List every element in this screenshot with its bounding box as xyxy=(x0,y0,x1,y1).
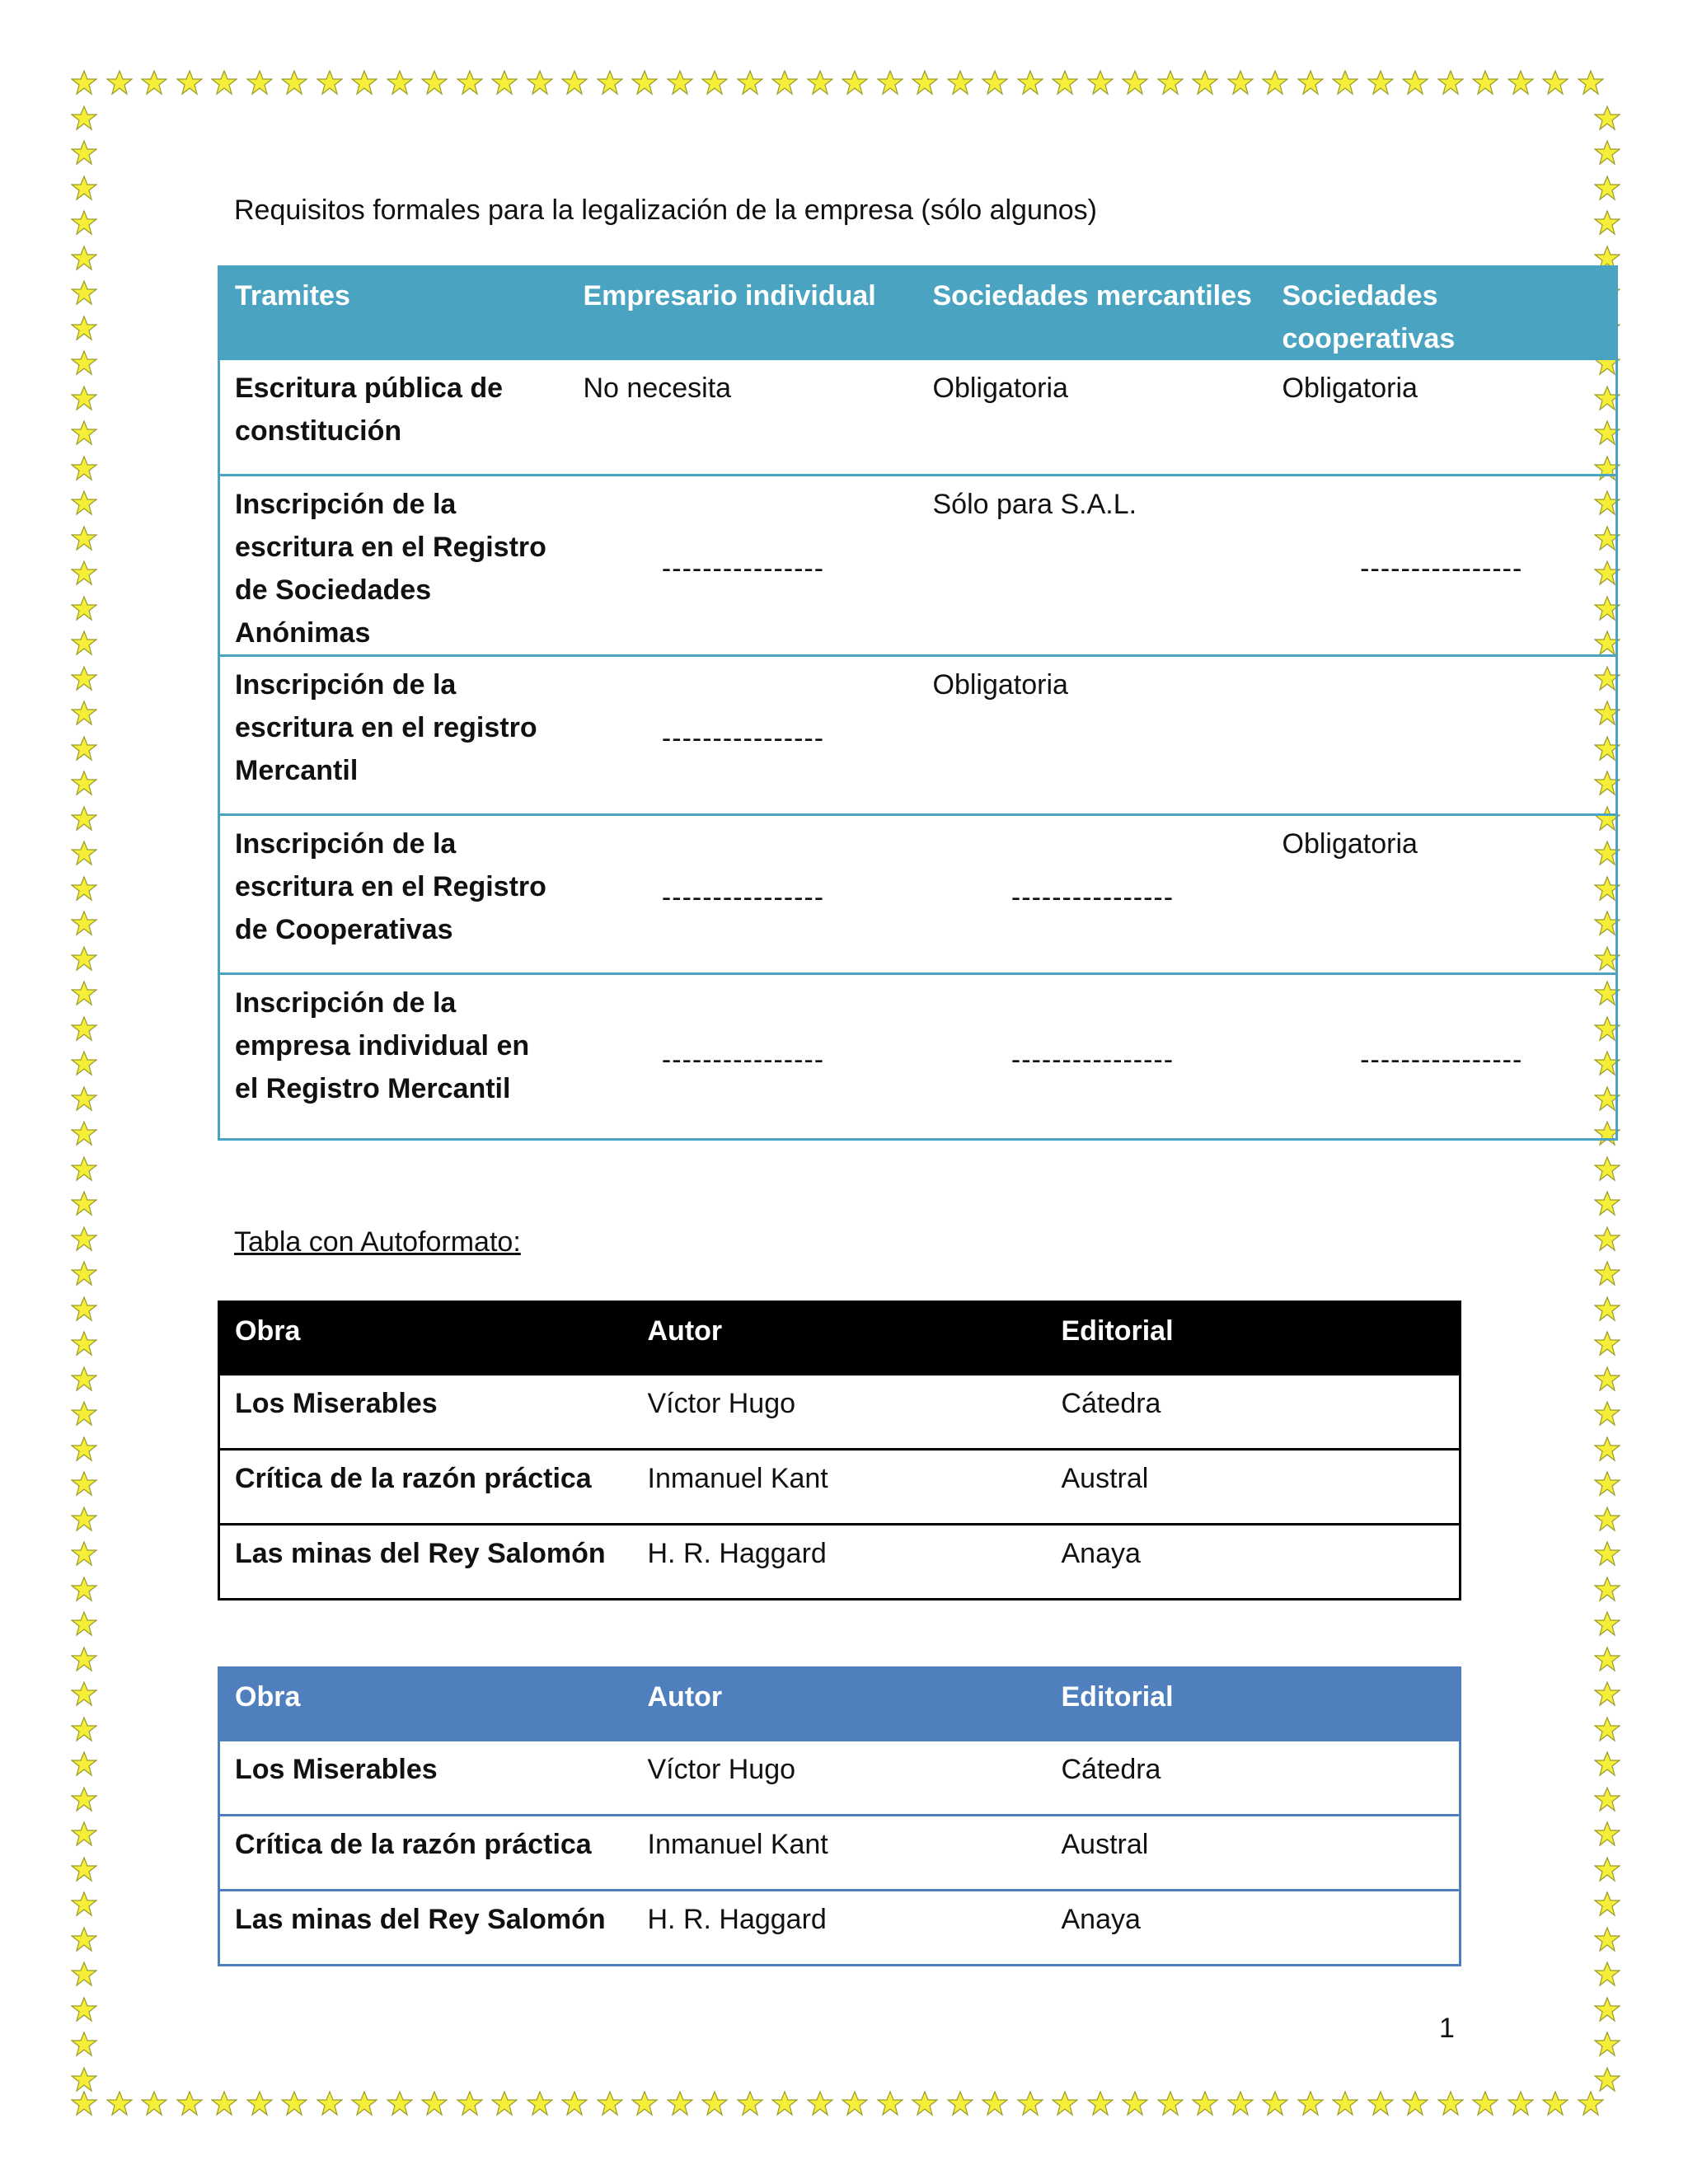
publisher-cell: Anaya xyxy=(1047,1891,1461,1966)
star-icon xyxy=(1578,69,1604,96)
star-icon xyxy=(71,980,97,1006)
table-row xyxy=(219,1816,1461,1891)
star-icon xyxy=(1594,1400,1620,1427)
star-icon xyxy=(1542,2090,1568,2116)
star-icon xyxy=(1594,1961,1620,1987)
star-icon xyxy=(71,1366,97,1392)
star-icon xyxy=(71,139,97,166)
value-cell: No necesita xyxy=(569,360,918,476)
star-icon xyxy=(71,1540,97,1567)
star-icon xyxy=(491,2090,518,2116)
value-cell: ---------------- xyxy=(569,815,918,974)
star-icon xyxy=(71,875,97,902)
value-cell: ---------------- xyxy=(918,815,1268,974)
star-icon xyxy=(71,1260,97,1286)
star-icon xyxy=(1594,1610,1620,1637)
star-icon xyxy=(1594,1436,1620,1462)
star-icon xyxy=(71,1646,97,1672)
procedure-cell: Inscripción de la escritura en el Registro de Sociedades Anónimas xyxy=(219,476,569,656)
publisher-cell: Cátedra xyxy=(1047,1376,1461,1450)
star-icon xyxy=(1262,69,1288,96)
star-icon xyxy=(71,419,97,446)
star-icon xyxy=(246,2090,273,2116)
value-cell: ---------------- xyxy=(918,974,1268,1140)
star-icon xyxy=(71,490,97,516)
star-icon xyxy=(1507,69,1534,96)
star-icon xyxy=(631,69,658,96)
table-row xyxy=(219,476,1617,656)
title-cell: Las minas del Rey Salomón xyxy=(219,1525,633,1600)
star-icon xyxy=(71,1786,97,1812)
star-icon xyxy=(351,69,377,96)
star-icon xyxy=(701,2090,728,2116)
star-icon xyxy=(246,69,273,96)
star-icon xyxy=(71,1680,97,1707)
procedure-cell: Inscripción de la empresa individual en el Registro Mercantil xyxy=(219,974,569,1140)
star-icon xyxy=(877,69,903,96)
star-icon xyxy=(421,2090,448,2116)
star-icon xyxy=(771,2090,798,2116)
star-icon xyxy=(1122,69,1148,96)
star-icon xyxy=(1594,2031,1620,2057)
star-icon xyxy=(631,2090,658,2116)
star-icon xyxy=(1594,1540,1620,1567)
star-icon xyxy=(667,2090,693,2116)
header-cell: Autor xyxy=(633,1302,1047,1376)
star-icon xyxy=(1594,1821,1620,1847)
table-header-row xyxy=(219,267,1617,361)
star-icon xyxy=(1594,1190,1620,1216)
star-icon xyxy=(491,69,518,96)
star-icon xyxy=(71,1856,97,1882)
star-icon xyxy=(1157,69,1184,96)
star-icon xyxy=(316,2090,343,2116)
star-icon xyxy=(1594,1750,1620,1777)
star-icon xyxy=(176,2090,203,2116)
star-icon xyxy=(71,2031,97,2057)
star-icon xyxy=(1594,1155,1620,1182)
table-row xyxy=(219,1741,1461,1816)
star-icon xyxy=(1437,2090,1464,2116)
value-cell: Obligatoria xyxy=(1268,360,1617,476)
star-icon xyxy=(71,1750,97,1777)
header-cell: Editorial xyxy=(1047,1668,1461,1742)
star-icon xyxy=(281,69,307,96)
star-icon xyxy=(71,945,97,972)
star-icon xyxy=(421,69,448,96)
star-icon xyxy=(1594,1786,1620,1812)
star-icon xyxy=(71,665,97,691)
star-icon xyxy=(71,175,97,201)
legal-requirements-table xyxy=(218,265,1618,1141)
table-row xyxy=(219,1525,1461,1600)
procedure-cell: Inscripción de la escritura en el registro Mercantil xyxy=(219,656,569,815)
star-icon xyxy=(1594,1716,1620,1742)
star-icon xyxy=(316,69,343,96)
star-icon xyxy=(1227,69,1254,96)
star-icon xyxy=(71,1470,97,1497)
star-icon xyxy=(1594,1296,1620,1322)
star-icon xyxy=(1594,2066,1620,2093)
star-icon xyxy=(1594,1646,1620,1672)
star-icon xyxy=(947,69,973,96)
value-cell: ---------------- xyxy=(569,974,918,1140)
star-icon xyxy=(457,2090,483,2116)
star-icon xyxy=(106,69,133,96)
header-cell: Sociedades mercantiles xyxy=(918,267,1268,361)
value-cell: ---------------- xyxy=(569,476,918,656)
star-icon xyxy=(71,1155,97,1182)
star-icon xyxy=(71,105,97,131)
star-icon xyxy=(842,69,868,96)
star-icon xyxy=(71,630,97,656)
star-icon xyxy=(1052,69,1078,96)
star-icon xyxy=(71,595,97,621)
star-icon xyxy=(597,2090,623,2116)
star-icon xyxy=(982,69,1008,96)
star-icon xyxy=(1052,2090,1078,2116)
star-icon xyxy=(1017,2090,1043,2116)
star-icon xyxy=(211,69,237,96)
star-icon xyxy=(1542,69,1568,96)
star-icon xyxy=(1192,2090,1218,2116)
table-row xyxy=(219,1891,1461,1966)
table-row xyxy=(219,1450,1461,1525)
star-icon xyxy=(527,69,553,96)
star-icon xyxy=(1594,1926,1620,1952)
star-icon xyxy=(71,1996,97,2022)
table-header-row xyxy=(219,1668,1461,1742)
star-icon xyxy=(1157,2090,1184,2116)
star-icon xyxy=(141,69,167,96)
star-icon xyxy=(1507,2090,1534,2116)
star-icon xyxy=(71,560,97,586)
document-heading: Requisitos formales para la legalización de la empresa (sólo algunos) xyxy=(234,194,1097,226)
star-icon xyxy=(71,1891,97,1917)
value-cell: ---------------- xyxy=(569,656,918,815)
books-table-dark xyxy=(218,1301,1461,1601)
header-cell: Autor xyxy=(633,1668,1047,1742)
autoformat-subheading: Tabla con Autoformato: xyxy=(234,1226,521,1258)
star-icon xyxy=(701,69,728,96)
star-icon xyxy=(842,2090,868,2116)
star-icon xyxy=(71,770,97,796)
star-icon xyxy=(71,1506,97,1532)
star-icon xyxy=(1367,69,1394,96)
star-icon xyxy=(1402,2090,1428,2116)
star-icon xyxy=(281,2090,307,2116)
header-cell: Empresario individual xyxy=(569,267,918,361)
star-icon xyxy=(71,1926,97,1952)
star-icon xyxy=(1594,1891,1620,1917)
star-icon xyxy=(71,1610,97,1637)
star-icon xyxy=(71,910,97,936)
star-icon xyxy=(71,1226,97,1252)
star-icon xyxy=(71,1085,97,1112)
star-icon xyxy=(71,1716,97,1742)
author-cell: Víctor Hugo xyxy=(633,1376,1047,1450)
value-cell: ---------------- xyxy=(1268,476,1617,656)
star-icon xyxy=(561,2090,588,2116)
star-icon xyxy=(1262,2090,1288,2116)
star-icon xyxy=(71,735,97,762)
star-icon xyxy=(71,1190,97,1216)
star-icon xyxy=(947,2090,973,2116)
title-cell: Crítica de la razón práctica xyxy=(219,1816,633,1891)
publisher-cell: Cátedra xyxy=(1047,1741,1461,1816)
star-icon xyxy=(877,2090,903,2116)
star-icon xyxy=(71,840,97,866)
star-icon xyxy=(1594,1576,1620,1602)
publisher-cell: Austral xyxy=(1047,1450,1461,1525)
value-cell: Obligatoria xyxy=(918,656,1268,815)
star-icon xyxy=(71,2090,97,2116)
star-icon xyxy=(771,69,798,96)
star-icon xyxy=(71,1330,97,1357)
author-cell: Víctor Hugo xyxy=(633,1741,1047,1816)
star-icon xyxy=(807,69,833,96)
star-icon xyxy=(982,2090,1008,2116)
table-row xyxy=(219,1376,1461,1450)
star-icon xyxy=(1594,1996,1620,2022)
header-cell: Tramites xyxy=(219,267,569,361)
star-icon xyxy=(1332,69,1358,96)
star-icon xyxy=(1332,2090,1358,2116)
star-icon xyxy=(351,2090,377,2116)
table-row xyxy=(219,974,1617,1140)
star-icon xyxy=(1594,1260,1620,1286)
star-icon xyxy=(387,69,413,96)
star-icon xyxy=(1017,69,1043,96)
star-icon xyxy=(1087,69,1114,96)
star-icon xyxy=(667,69,693,96)
star-icon xyxy=(71,1400,97,1427)
star-icon xyxy=(737,69,763,96)
title-cell: Los Miserables xyxy=(219,1376,633,1450)
header-cell: Sociedades cooperativas xyxy=(1268,267,1617,361)
value-cell xyxy=(1268,656,1617,815)
star-icon xyxy=(71,1576,97,1602)
star-icon xyxy=(71,279,97,306)
star-icon xyxy=(141,2090,167,2116)
star-icon xyxy=(1437,69,1464,96)
star-icon xyxy=(71,1050,97,1076)
star-icon xyxy=(807,2090,833,2116)
author-cell: Inmanuel Kant xyxy=(633,1816,1047,1891)
star-icon xyxy=(1594,175,1620,201)
publisher-cell: Austral xyxy=(1047,1816,1461,1891)
star-icon xyxy=(1594,1470,1620,1497)
star-icon xyxy=(1367,2090,1394,2116)
star-icon xyxy=(71,245,97,271)
table-header-row xyxy=(219,1302,1461,1376)
title-cell: Las minas del Rey Salomón xyxy=(219,1891,633,1966)
star-icon xyxy=(1472,2090,1498,2116)
value-cell: Obligatoria xyxy=(1268,815,1617,974)
star-icon xyxy=(71,805,97,832)
star-icon xyxy=(1227,2090,1254,2116)
star-icon xyxy=(527,2090,553,2116)
star-icon xyxy=(1087,2090,1114,2116)
star-icon xyxy=(71,2066,97,2093)
star-icon xyxy=(561,69,588,96)
table-row xyxy=(219,360,1617,476)
star-icon xyxy=(71,1120,97,1146)
star-icon xyxy=(1594,1680,1620,1707)
star-icon xyxy=(71,385,97,411)
star-icon xyxy=(71,1436,97,1462)
star-icon xyxy=(1594,209,1620,236)
star-icon xyxy=(71,1015,97,1042)
header-cell: Obra xyxy=(219,1668,633,1742)
value-cell: ---------------- xyxy=(1268,974,1617,1140)
header-cell: Editorial xyxy=(1047,1302,1461,1376)
star-icon xyxy=(71,1296,97,1322)
star-icon xyxy=(737,2090,763,2116)
star-icon xyxy=(1297,69,1324,96)
star-icon xyxy=(1594,1506,1620,1532)
star-icon xyxy=(1594,105,1620,131)
star-icon xyxy=(1402,69,1428,96)
star-icon xyxy=(106,2090,133,2116)
value-cell: Obligatoria xyxy=(918,360,1268,476)
star-icon xyxy=(1594,1330,1620,1357)
star-icon xyxy=(1594,1226,1620,1252)
star-icon xyxy=(1297,2090,1324,2116)
star-icon xyxy=(457,69,483,96)
star-icon xyxy=(176,69,203,96)
header-cell: Obra xyxy=(219,1302,633,1376)
star-icon xyxy=(71,349,97,376)
star-icon xyxy=(71,700,97,726)
star-icon xyxy=(71,1961,97,1987)
value-cell: Sólo para S.A.L. xyxy=(918,476,1268,656)
star-icon xyxy=(71,1821,97,1847)
star-icon xyxy=(1594,1856,1620,1882)
table-row xyxy=(219,815,1617,974)
title-cell: Los Miserables xyxy=(219,1741,633,1816)
star-icon xyxy=(1578,2090,1604,2116)
star-icon xyxy=(71,209,97,236)
books-table-blue xyxy=(218,1666,1461,1966)
procedure-cell: Escritura pública de constitución xyxy=(219,360,569,476)
publisher-cell: Anaya xyxy=(1047,1525,1461,1600)
author-cell: H. R. Haggard xyxy=(633,1891,1047,1966)
star-icon xyxy=(71,455,97,481)
author-cell: Inmanuel Kant xyxy=(633,1450,1047,1525)
star-icon xyxy=(1472,69,1498,96)
star-icon xyxy=(1122,2090,1148,2116)
star-icon xyxy=(912,2090,938,2116)
table-row xyxy=(219,656,1617,815)
star-icon xyxy=(597,69,623,96)
star-icon xyxy=(1594,139,1620,166)
star-icon xyxy=(387,2090,413,2116)
star-icon xyxy=(1192,69,1218,96)
procedure-cell: Inscripción de la escritura en el Registro de Cooperativas xyxy=(219,815,569,974)
page-number: 1 xyxy=(1439,2013,1455,2044)
star-icon xyxy=(71,69,97,96)
star-icon xyxy=(1594,1366,1620,1392)
title-cell: Crítica de la razón práctica xyxy=(219,1450,633,1525)
star-icon xyxy=(912,69,938,96)
star-icon xyxy=(71,525,97,551)
star-icon xyxy=(211,2090,237,2116)
star-icon xyxy=(71,315,97,341)
author-cell: H. R. Haggard xyxy=(633,1525,1047,1600)
